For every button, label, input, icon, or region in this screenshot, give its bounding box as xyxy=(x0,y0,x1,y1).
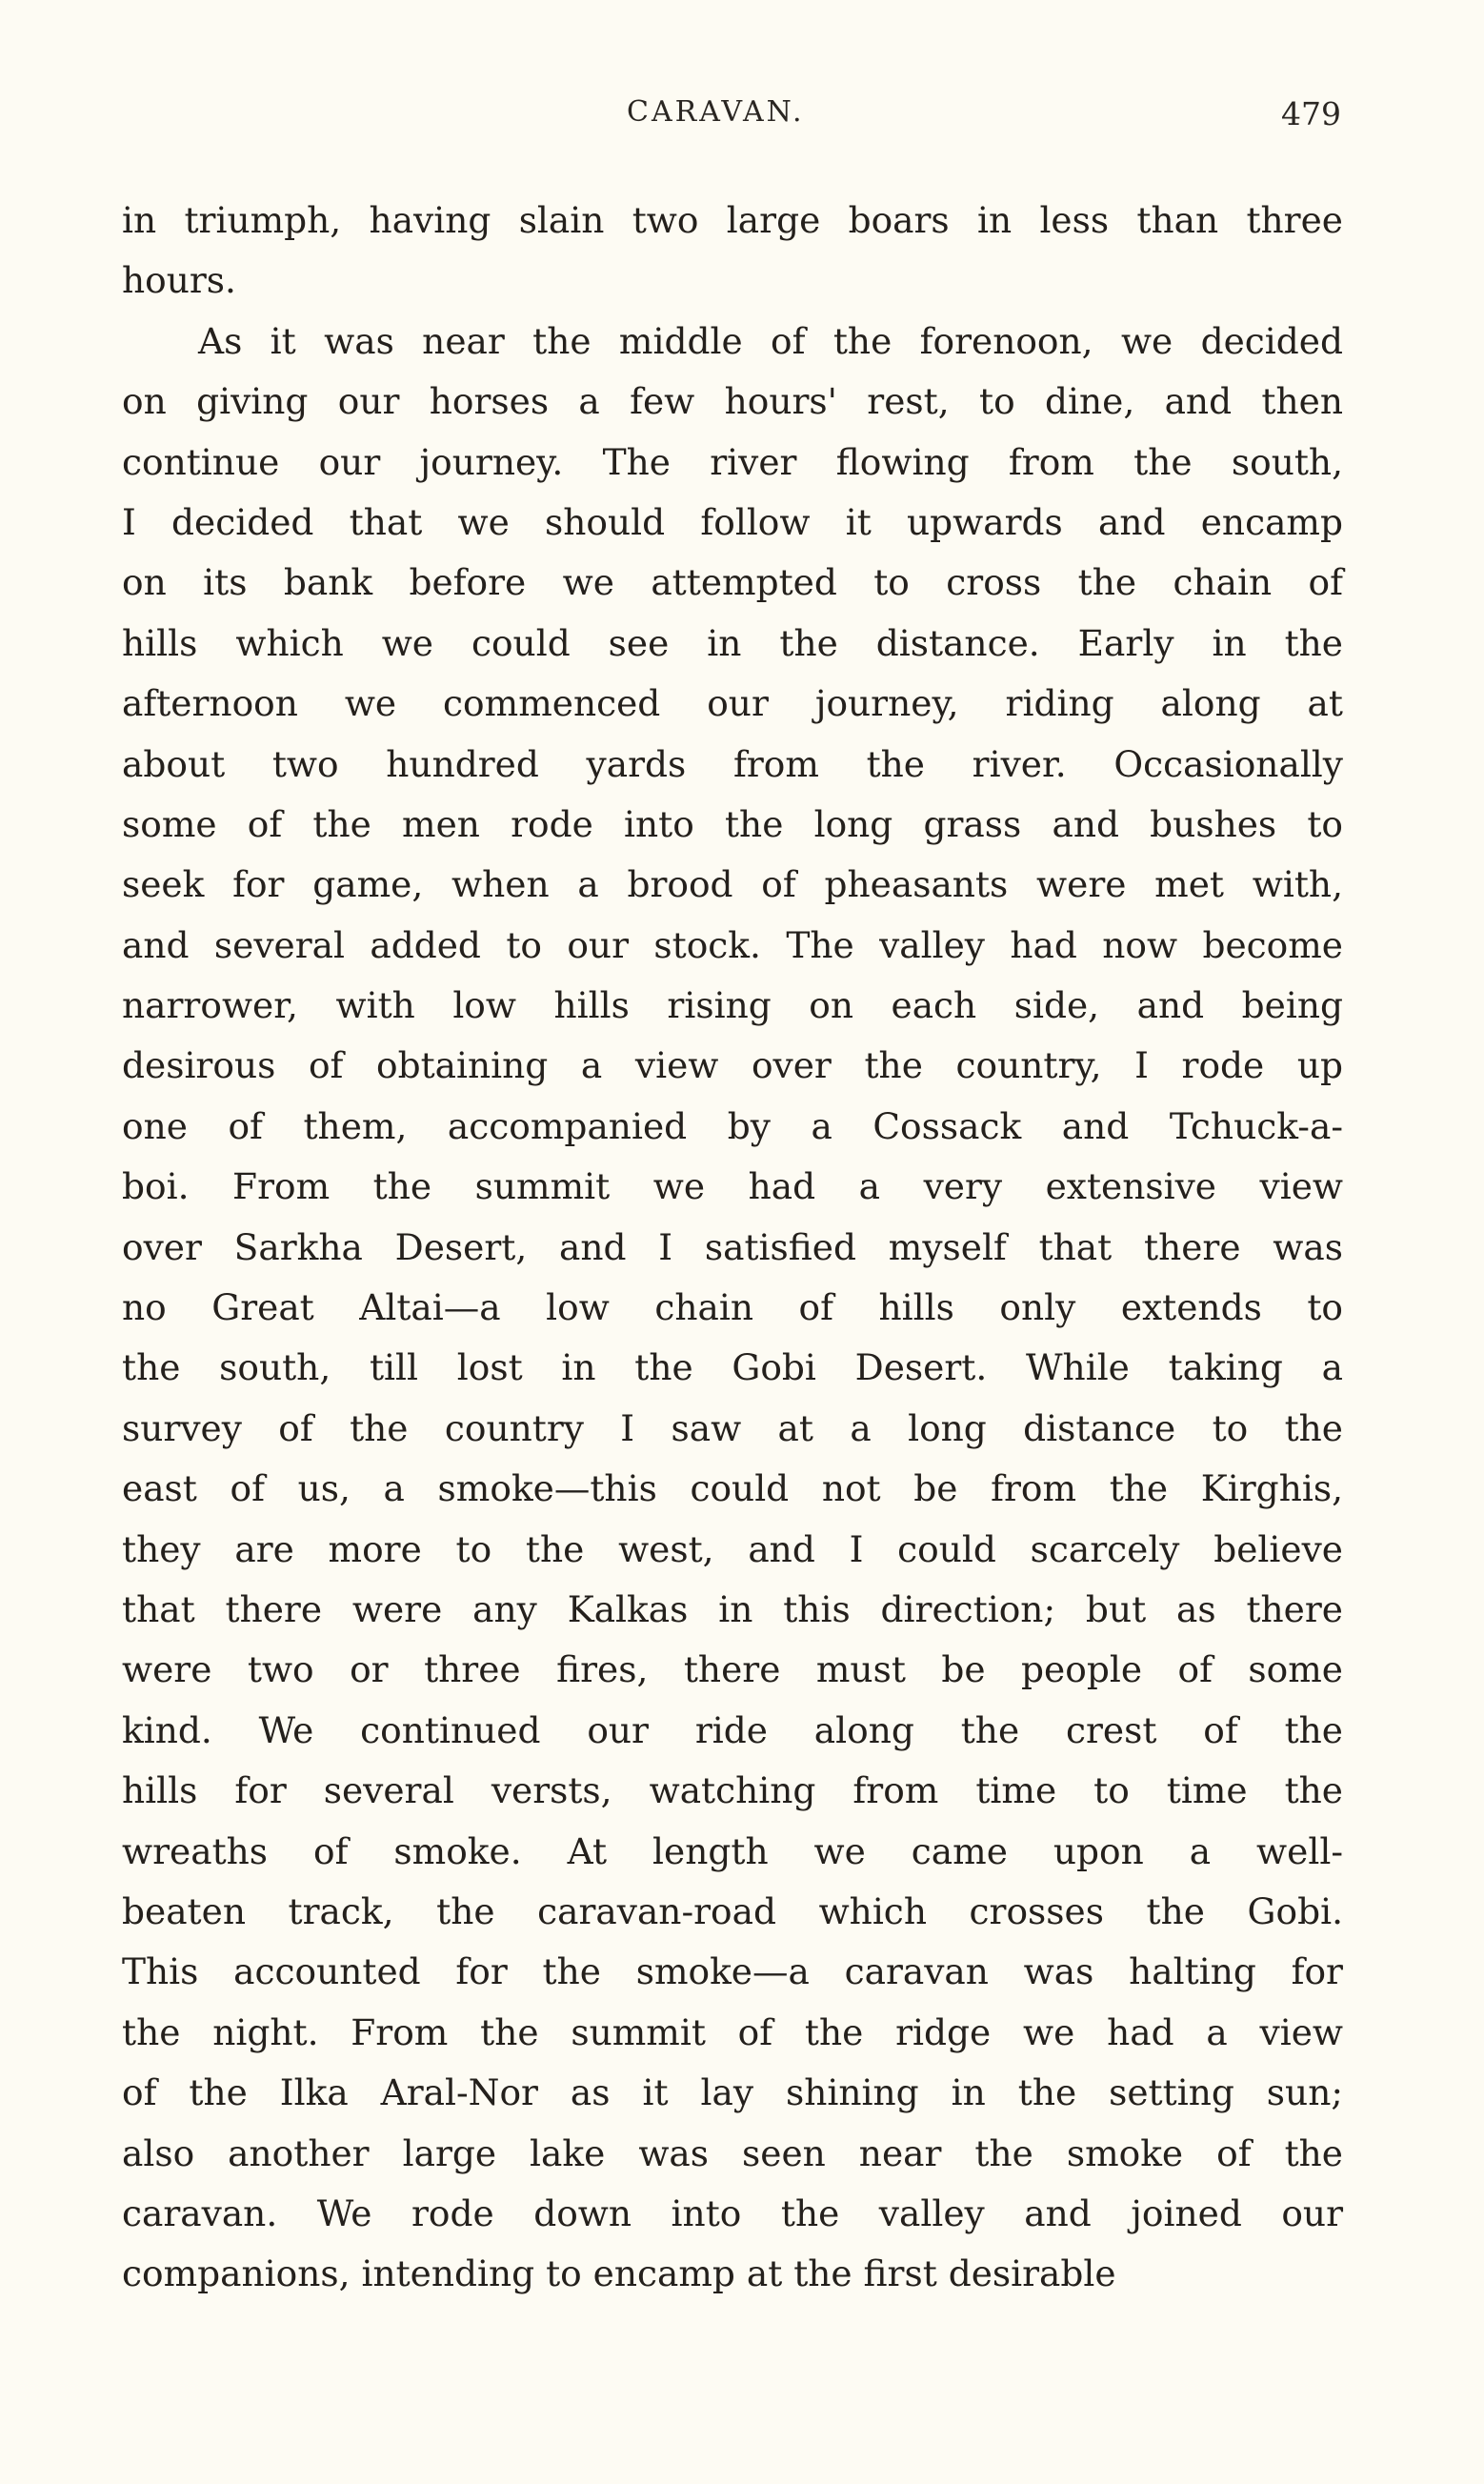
text-line: desirous of obtaining a view over the country, I rode up xyxy=(122,1044,1343,1087)
text-line: hours. xyxy=(122,259,236,302)
text-line: hills for several versts, watching from time to time the xyxy=(122,1769,1343,1812)
text-line: I decided that we should follow it upwards and encamp xyxy=(122,500,1343,543)
text-line: east of us, a smoke—this could not be from the Kirghis, xyxy=(122,1467,1343,1510)
body-text xyxy=(122,191,1343,2305)
text-line: also another large lake was seen near the smoke of the xyxy=(122,2131,1343,2174)
text-line: narrower, with low hills rising on each side, and being xyxy=(122,984,1343,1027)
chapter-title: CARAVAN. xyxy=(627,95,805,129)
text-line: wreaths of smoke. At length we came upon a well- xyxy=(122,1829,1343,1872)
text-line: of the Ilka Aral-Nor as it lay shining in the setting sun; xyxy=(122,2071,1343,2114)
text-line: caravan. We rode down into the valley and joined our xyxy=(122,2191,1343,2234)
paragraph xyxy=(122,312,1343,2305)
text-line: afternoon we commenced our journey, riding along at xyxy=(122,682,1343,725)
text-line: and several added to our stock. The valley had now become xyxy=(122,923,1343,966)
text-line: the night. From the summit of the ridge we had a view xyxy=(122,2010,1343,2053)
running-header xyxy=(122,95,1341,152)
text-line: As it was near the middle of the forenoon, we decided xyxy=(198,319,1343,362)
text-line: on its bank before we attempted to cross the chain of xyxy=(122,561,1343,604)
page-number: 479 xyxy=(1281,95,1341,132)
paragraph xyxy=(122,191,1343,312)
text-line: survey of the country I saw at a long distance to the xyxy=(122,1406,1343,1449)
text-line: some of the men rode into the long grass and bushes to xyxy=(122,802,1343,845)
text-line: This accounted for the smoke—a caravan was halting for xyxy=(122,1950,1343,1993)
text-line: kind. We continued our ride along the crest of the xyxy=(122,1708,1343,1751)
text-line: in triumph, having slain two large boars in less than three xyxy=(122,199,1343,241)
text-line: one of them, accompanied by a Cossack and Tchuck-a- xyxy=(122,1104,1343,1147)
text-line: hills which we could see in the distance. Early in the xyxy=(122,621,1343,664)
text-line: no Great Altai—a low chain of hills only extends to xyxy=(122,1286,1343,1329)
text-line: about two hundred yards from the river. Occasionally xyxy=(122,742,1343,785)
text-line: beaten track, the caravan-road which crosses the Gobi. xyxy=(122,1889,1343,1932)
text-line: were two or three fires, there must be people of some xyxy=(122,1648,1343,1691)
text-line: continue our journey. The river flowing from the south, xyxy=(122,440,1343,483)
text-line: the south, till lost in the Gobi Desert. While taking a xyxy=(122,1346,1343,1389)
text-line: on giving our horses a few hours' rest, to dine, and then xyxy=(122,380,1343,423)
text-line: companions, intending to encamp at the first desirable xyxy=(122,2252,1116,2295)
text-line: seek for game, when a brood of pheasants were met with, xyxy=(122,863,1343,906)
text-line: they are more to the west, and I could scarcely believe xyxy=(122,1527,1343,1570)
text-line: boi. From the summit we had a very extensive view xyxy=(122,1165,1343,1208)
text-line: that there were any Kalkas in this direction; but as there xyxy=(122,1587,1343,1630)
text-line: over Sarkha Desert, and I satisfied myself that there was xyxy=(122,1225,1343,1268)
